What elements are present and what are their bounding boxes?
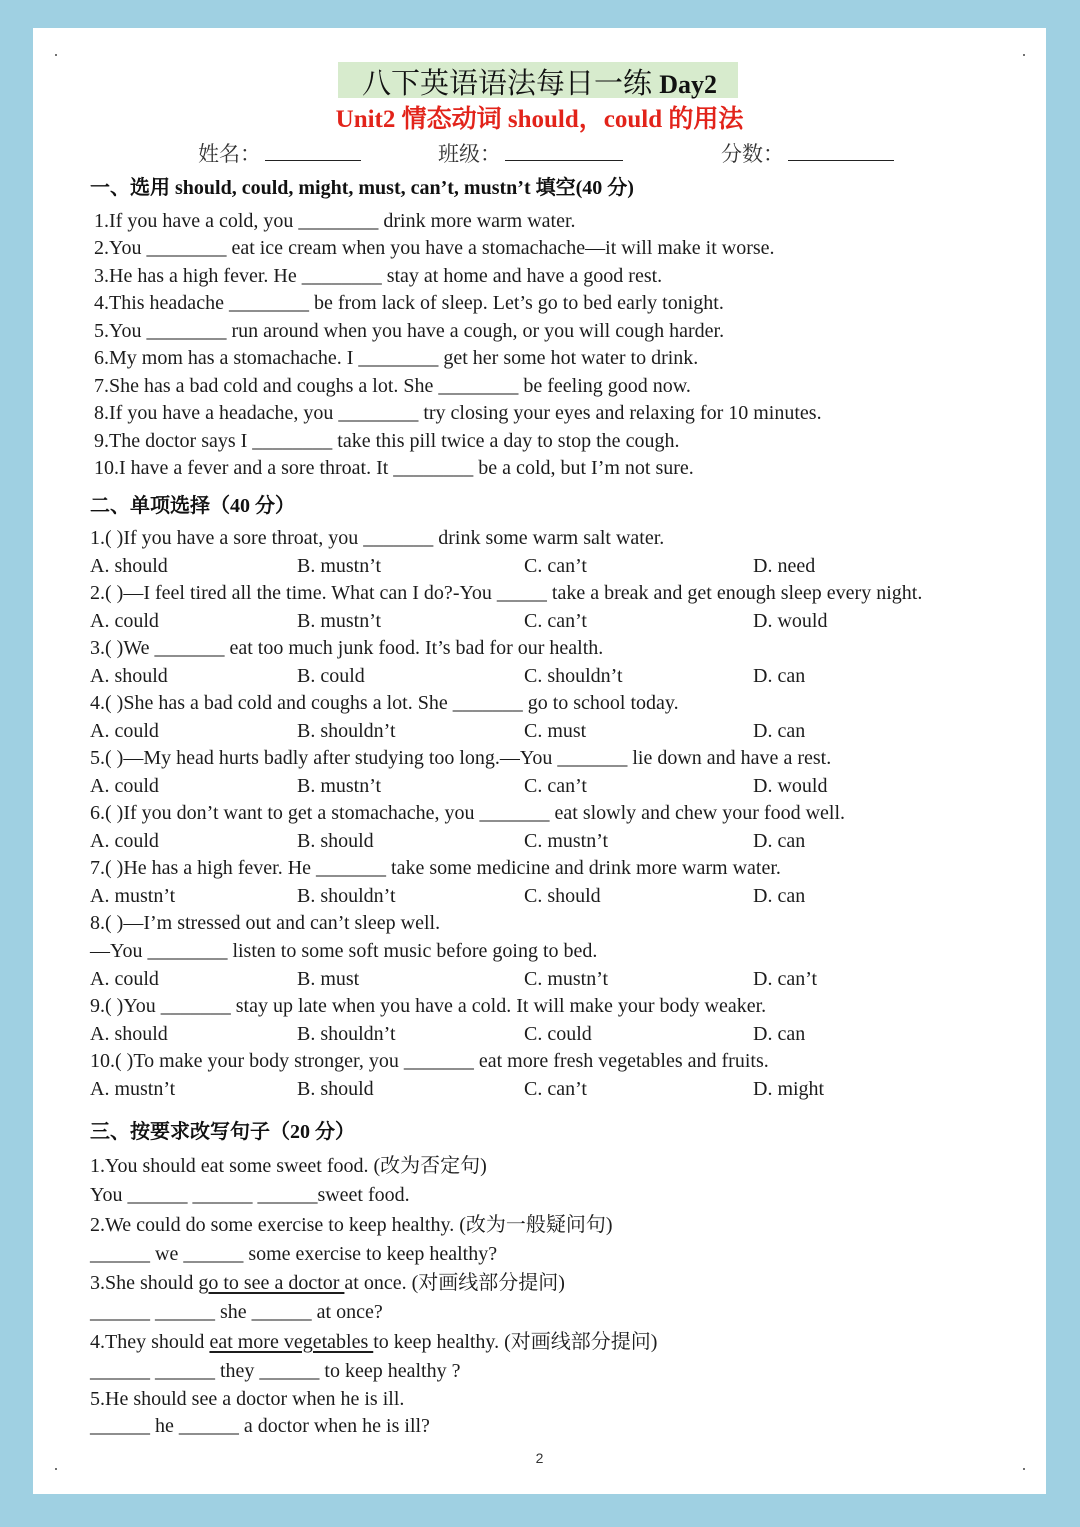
s1-item: 2.You ________ eat ice cream when you have a stomachache—it will make it worse. (94, 237, 775, 259)
option-a[interactable]: A. mustn’t (90, 885, 176, 907)
option-d[interactable]: D. can’t (753, 968, 818, 990)
s3-answer-line[interactable]: ______ he ______ a doctor when he is ill? (90, 1415, 430, 1437)
s3-prompt: 1.You should eat some sweet food. (改为否定句) (90, 1155, 487, 1177)
s3-answer-line[interactable]: ______ ______ she ______ at once? (90, 1301, 383, 1323)
s3-prompt (90, 1329, 657, 1356)
s3-prompt-start: 4.They should (90, 1331, 210, 1353)
s3-answer-line[interactable]: ______ we ______ some exercise to keep healthy? (90, 1243, 498, 1265)
s2-question: 10.( )To make your body stronger, you _______ eat more fresh vegetables and fruits. (90, 1050, 769, 1072)
option-c[interactable]: C. should (524, 885, 601, 907)
option-d[interactable]: D. would (753, 610, 828, 632)
s1-item: 7.She has a bad cold and coughs a lot. She ________ be feeling good now. (94, 375, 691, 397)
option-a[interactable]: A. could (90, 720, 159, 742)
option-d[interactable]: D. can (753, 720, 806, 742)
s2-question: 9.( )You _______ stay up late when you have a cold. It will make your body weaker. (90, 995, 767, 1017)
option-c[interactable]: C. can’t (524, 775, 587, 797)
option-b[interactable]: B. mustn’t (297, 775, 382, 797)
s1-item: 5.You ________ run around when you have a cough, or you will cough harder. (94, 320, 725, 342)
score-label: 分数： (721, 142, 784, 166)
name-field (198, 138, 361, 169)
option-c[interactable]: C. could (524, 1023, 592, 1045)
option-a[interactable]: A. could (90, 830, 159, 852)
section1-heading: 一、选用 should, could, might, must, can’t, mustn’t 填空(40 分) (90, 177, 634, 199)
corner-dot (55, 54, 57, 56)
option-c[interactable]: C. mustn’t (524, 968, 609, 990)
option-d[interactable]: D. would (753, 775, 828, 797)
page-subtitle: Unit2 情态动词 should，could 的用法 (335, 106, 744, 133)
option-a[interactable]: A. could (90, 610, 159, 632)
option-a[interactable]: A. mustn’t (90, 1078, 176, 1100)
name-blank[interactable] (265, 138, 361, 161)
s3-prompt: 5.He should see a doctor when he is ill. (90, 1388, 405, 1410)
option-b[interactable]: B. could (297, 665, 365, 687)
s3-answer-line[interactable]: ______ ______ they ______ to keep healthy ? (90, 1360, 461, 1382)
section2-heading: 二、单项选择（40 分） (90, 495, 295, 517)
s2-question: 2.( )—I feel tired all the time. What can I do?-You _____ take a break and get enough sleep every night. (90, 582, 923, 604)
option-b[interactable]: B. mustn’t (297, 610, 382, 632)
corner-dot (1023, 1468, 1025, 1470)
option-b[interactable]: B. mustn’t (297, 555, 382, 577)
option-a[interactable]: A. could (90, 775, 159, 797)
s2-question: 7.( )He has a high fever. He _______ take some medicine and drink more warm water. (90, 857, 781, 879)
s1-item: 3.He has a high fever. He ________ stay at home and have a good rest. (94, 265, 663, 287)
option-b[interactable]: B. must (297, 968, 360, 990)
underlined-phrase: eat more vegetables (209, 1331, 374, 1353)
class-label: 班级： (438, 142, 501, 166)
name-label: 姓名： (198, 142, 261, 166)
option-c[interactable]: C. can’t (524, 1078, 587, 1100)
option-a[interactable]: A. should (90, 555, 168, 577)
option-d[interactable]: D. need (753, 555, 816, 577)
s2-question: 5.( )—My head hurts badly after studying too long.—You _______ lie down and have a rest. (90, 747, 832, 769)
s3-prompt: 2.We could do some exercise to keep healthy. (改为一般疑问句) (90, 1214, 613, 1236)
s2-question: 4.( )She has a bad cold and coughs a lot. She _______ go to school today. (90, 692, 679, 714)
option-d[interactable]: D. might (753, 1078, 825, 1100)
s3-prompt-end: to keep healthy. (对画线部分提问) (373, 1331, 658, 1353)
score-field (721, 138, 894, 169)
s2-question: 3.( )We _______ eat too much junk food. It’s bad for our health. (90, 637, 604, 659)
option-c[interactable]: C. must (524, 720, 587, 742)
s1-item: 6.My mom has a stomachache. I ________ get her some hot water to drink. (94, 347, 699, 369)
s3-prompt-end: at once. (对画线部分提问) (344, 1272, 565, 1294)
option-b[interactable]: B. shouldn’t (297, 1023, 396, 1045)
underlined-phrase: go to see a doctor (198, 1272, 345, 1294)
s3-prompt (90, 1270, 565, 1297)
option-c[interactable]: C. can’t (524, 555, 587, 577)
page-number: 2 (535, 1450, 544, 1466)
corner-dot (1023, 54, 1025, 56)
option-a[interactable]: A. should (90, 665, 168, 687)
option-a[interactable]: A. could (90, 968, 159, 990)
page-title (33, 64, 1046, 105)
worksheet-page (33, 28, 1046, 1494)
option-d[interactable]: D. can (753, 1023, 806, 1045)
class-field (438, 138, 623, 169)
option-b[interactable]: B. should (297, 830, 374, 852)
option-c[interactable]: C. mustn’t (524, 830, 609, 852)
s3-prompt-start: 3.She should (90, 1272, 199, 1294)
s1-item: 1.If you have a cold, you ________ drink more warm water. (94, 210, 576, 232)
option-b[interactable]: B. should (297, 1078, 374, 1100)
s1-item: 10.I have a fever and a sore throat. It ________ be a cold, but I’m not sure. (94, 457, 694, 479)
option-a[interactable]: A. should (90, 1023, 168, 1045)
title-day: Day2 (659, 70, 718, 99)
corner-dot (55, 1468, 57, 1470)
s1-item: 4.This headache ________ be from lack of sleep. Let’s go to bed early tonight. (94, 292, 724, 314)
option-b[interactable]: B. shouldn’t (297, 720, 396, 742)
s2-question: 6.( )If you don’t want to get a stomachache, you _______ eat slowly and chew your food well. (90, 802, 845, 824)
score-blank[interactable] (788, 138, 894, 161)
s2-question: 1.( )If you have a sore throat, you _______ drink some warm salt water. (90, 527, 665, 549)
section3-heading: 三、按要求改写句子（20 分） (90, 1121, 355, 1143)
option-c[interactable]: C. shouldn’t (524, 665, 623, 687)
s1-item: 9.The doctor says I ________ take this pill twice a day to stop the cough. (94, 430, 680, 452)
s1-item: 8.If you have a headache, you ________ try closing your eyes and relaxing for 10 minutes. (94, 402, 822, 424)
option-d[interactable]: D. can (753, 830, 806, 852)
s3-answer-line[interactable]: You ______ ______ ______sweet food. (90, 1184, 410, 1206)
s2-question: 8.( )—I’m stressed out and can’t sleep well. (90, 912, 441, 934)
option-c[interactable]: C. can’t (524, 610, 587, 632)
s2-question-line2: —You ________ listen to some soft music before going to bed. (90, 940, 598, 962)
option-b[interactable]: B. shouldn’t (297, 885, 396, 907)
option-d[interactable]: D. can (753, 885, 806, 907)
class-blank[interactable] (505, 138, 623, 161)
option-d[interactable]: D. can (753, 665, 806, 687)
title-main: 八下英语语法每日一练 (361, 68, 652, 100)
